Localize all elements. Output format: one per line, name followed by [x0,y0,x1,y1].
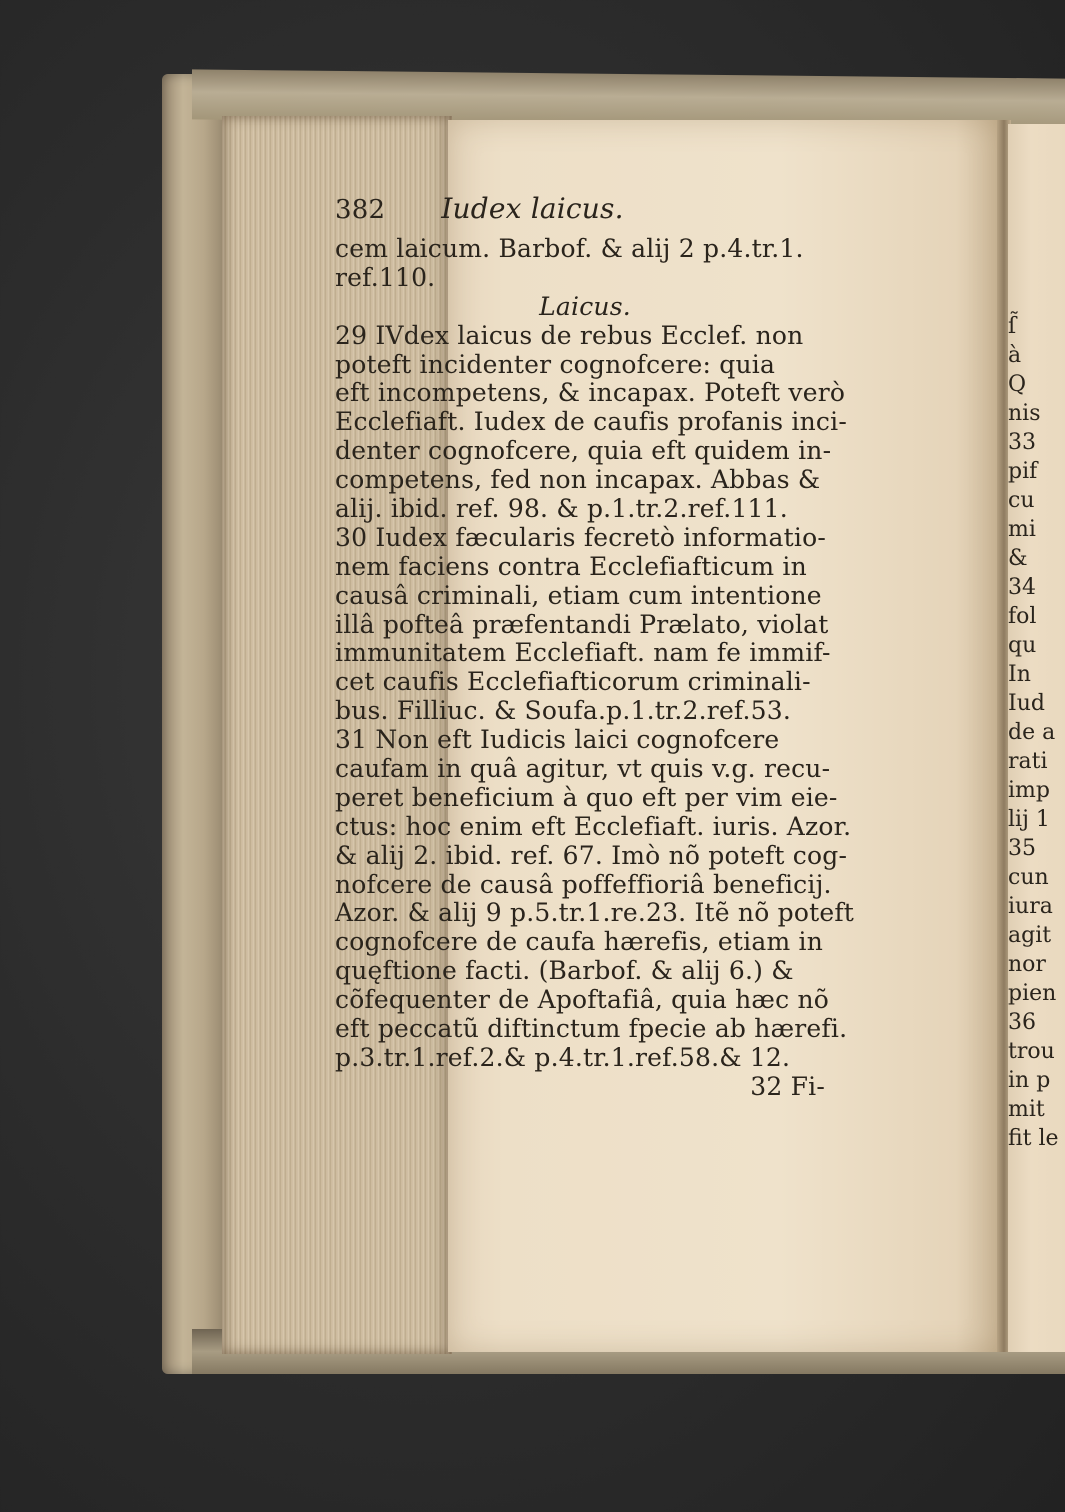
facing-page-fragment: agit [1008,923,1052,948]
text-line: alij. ibid. ref. 98. & p.1.tr.2.ref.111. [335,494,788,524]
text-line: causâ criminali, etiam cum intentione [335,580,822,610]
facing-page-fragment: imp [1008,778,1050,803]
text-line: illâ pofteâ præfentandi Prælato, violat [335,609,829,639]
text-line: 30 Iudex fæcularis fecretò informatio- [335,522,826,552]
text-line: nem faciens contra Ecclefiafticum in [335,551,807,581]
facing-page-fragment: & [1008,546,1028,571]
facing-page-fragment: nis [1008,401,1041,426]
facing-page-fragment: cun [1008,865,1049,890]
text-line: ref.110. [335,262,436,292]
text-line: peret beneficium à quo eft per vim eie- [335,782,838,812]
facing-page-fragment: de a [1008,720,1056,745]
text-line: immunitatem Ecclefiaft. nam fe immif- [335,638,831,668]
page-header [335,192,835,235]
facing-page-fragment: Iud [1008,691,1045,716]
facing-page-fragment: iura [1008,894,1053,919]
text-line: cem laicum. Barbof. & alij 2 p.4.tr.1. [335,234,804,263]
facing-page-fragment: mi [1008,517,1036,542]
facing-page-fragment: fol [1008,604,1037,629]
text-line: cognofcere de caufa hærefis, etiam in [335,927,824,957]
facing-page-fragment: rati [1008,749,1048,774]
facing-page-fragment: à [1008,343,1022,368]
text-line: caufam in quâ agitur, vt quis v.g. recu- [335,754,831,784]
text-line: bus. Filliuc. & Soufa.p.1.tr.2.ref.53. [335,696,792,726]
facing-page-fragment: trou [1008,1039,1055,1064]
facing-page-fragment: 36 [1008,1010,1036,1035]
text-line: Ecclefiaft. Iudex de caufis profanis inci- [335,407,847,437]
facing-page-fragment: 34 [1008,575,1036,600]
facing-page-fragment: Q [1008,372,1027,397]
catchword: 32 Fi- [750,1071,825,1101]
text-line: & alij 2. ibid. ref. 67. Imò nõ poteft cog- [335,840,848,870]
text-line: 31 Non eft Iudicis laici cognofcere [335,725,780,755]
facing-page-fragment: cu [1008,488,1035,513]
facing-page-fragment: qu [1008,633,1037,658]
facing-page-fragment: pien [1008,981,1057,1006]
facing-page-fragment: ſ̃ [1008,314,1017,339]
text-line: cõfequenter de Apoftafiâ, quia hæc nõ [335,985,829,1015]
facing-page-fragment: in p [1008,1068,1051,1093]
section-heading: Laicus. [539,291,631,321]
facing-page-fragment: fit le [1008,1126,1059,1151]
text-line: eft incompetens, & incapax. Poteft verò [335,378,846,408]
page-number: 382 [335,195,386,225]
facing-page-fragment: 35 [1008,836,1036,861]
facing-page-fragment: lij 1 [1008,807,1050,832]
text-line: denter cognofcere, quia eft quidem in- [335,436,832,466]
facing-page-fragment: 33 [1008,430,1036,455]
facing-page-fragment: mit [1008,1097,1045,1122]
text-line: poteft incidenter cognofcere: quia [335,349,776,379]
text-line: quęftione facti. (Barbof. & alij 6.) & [335,956,794,986]
text-line: p.3.tr.1.ref.2.& p.4.tr.1.ref.58.& 12. [335,1042,791,1072]
page-text [335,192,855,1102]
facing-page-fragment: In [1008,662,1031,687]
facing-page-fragment: nor [1008,952,1046,977]
text-line: ctus: hoc enim eft Ecclefiaft. iuris. Azor. [335,811,852,841]
running-head: Iudex laicus. [441,192,624,225]
text-line: cet caufis Ecclefiafticorum criminali- [335,667,811,697]
text-line: nofcere de causâ poffeffioriâ beneficij. [335,869,832,899]
text-line: Azor. & alij 9 p.5.tr.1.re.23. Itẽ nõ poteft [335,898,855,928]
text-line: competens, fed non incapax. Abbas & [335,465,821,495]
right-page [1008,124,1065,1352]
facing-page-fragment: pif [1008,459,1038,484]
text-line: eft peccatũ diftinctum fpecie ab hærefi. [335,1014,848,1044]
text-line: 29 IVdex laicus de rebus Ecclef. non [335,320,804,350]
